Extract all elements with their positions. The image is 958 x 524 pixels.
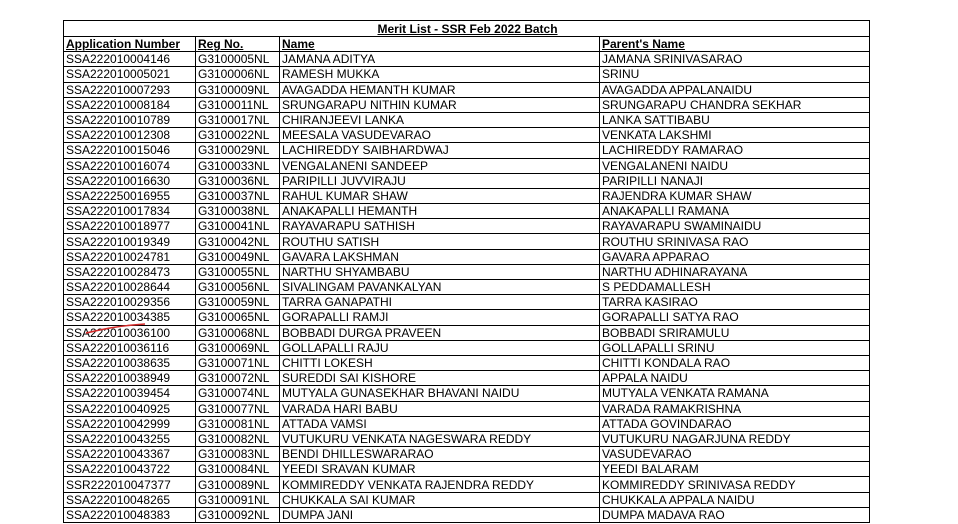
table-row — [64, 401, 870, 416]
cell-name: BENDI DHILLESWARARAO — [280, 447, 600, 462]
cell-reg-no: G3100006NL — [196, 67, 280, 82]
cell-reg-no: G3100068NL — [196, 325, 280, 340]
table-row — [64, 371, 870, 386]
cell-application-number: SSA222010043722 — [64, 462, 196, 477]
table-row — [64, 462, 870, 477]
cell-reg-no: G3100041NL — [196, 219, 280, 234]
cell-parents-name: BOBBADI SRIRAMULU — [600, 325, 870, 340]
table-row — [64, 264, 870, 279]
table-row — [64, 310, 870, 325]
cell-name: KOMMIREDDY VENKATA RAJENDRA REDDY — [280, 477, 600, 492]
table-row — [64, 431, 870, 446]
cell-application-number: SSA222010043255 — [64, 431, 196, 446]
table-row — [64, 82, 870, 97]
cell-parents-name: JAMANA SRINIVASARAO — [600, 52, 870, 67]
table-row — [64, 355, 870, 370]
table-row — [64, 204, 870, 219]
cell-reg-no: G3100092NL — [196, 507, 280, 522]
cell-name: JAMANA ADITYA — [280, 52, 600, 67]
cell-reg-no: G3100083NL — [196, 447, 280, 462]
header-parents-name: Parent's Name — [600, 37, 870, 52]
cell-reg-no: G3100091NL — [196, 492, 280, 507]
cell-parents-name: YEEDI BALARAM — [600, 462, 870, 477]
cell-name: YEEDI SRAVAN KUMAR — [280, 462, 600, 477]
header-reg-no: Reg No. — [196, 37, 280, 52]
cell-parents-name: SRUNGARAPU CHANDRA SEKHAR — [600, 97, 870, 112]
cell-reg-no: G3100029NL — [196, 143, 280, 158]
cell-application-number: SSA222010015046 — [64, 143, 196, 158]
cell-reg-no: G3100077NL — [196, 401, 280, 416]
cell-parents-name: VUTUKURU NAGARJUNA REDDY — [600, 431, 870, 446]
cell-name: LACHIREDDY SAIBHARDWAJ — [280, 143, 600, 158]
cell-parents-name: CHUKKALA APPALA NAIDU — [600, 492, 870, 507]
cell-parents-name: GAVARA APPARAO — [600, 249, 870, 264]
cell-name: GOLLAPALLI RAJU — [280, 340, 600, 355]
table-row — [64, 128, 870, 143]
table-row — [64, 112, 870, 127]
cell-reg-no: G3100011NL — [196, 97, 280, 112]
cell-name: TARRA GANAPATHI — [280, 295, 600, 310]
cell-application-number: SSA222010004146 — [64, 52, 196, 67]
cell-application-number: SSA222010024781 — [64, 249, 196, 264]
cell-application-number: SSA222010012308 — [64, 128, 196, 143]
cell-name: SIVALINGAM PAVANKALYAN — [280, 280, 600, 295]
cell-reg-no: G3100089NL — [196, 477, 280, 492]
cell-reg-no: G3100038NL — [196, 204, 280, 219]
cell-application-number: SSA222010048383 — [64, 507, 196, 522]
cell-reg-no: G3100069NL — [196, 340, 280, 355]
cell-name: ANAKAPALLI HEMANTH — [280, 204, 600, 219]
table-row — [64, 492, 870, 507]
cell-parents-name: VARADA RAMAKRISHNA — [600, 401, 870, 416]
cell-reg-no: G3100059NL — [196, 295, 280, 310]
cell-application-number: SSA222010007293 — [64, 82, 196, 97]
cell-application-number: SSA222010019349 — [64, 234, 196, 249]
cell-reg-no: G3100072NL — [196, 371, 280, 386]
cell-parents-name: LACHIREDDY RAMARAO — [600, 143, 870, 158]
cell-application-number: SSA222010005021 — [64, 67, 196, 82]
table-row — [64, 386, 870, 401]
cell-name: NARTHU SHYAMBABU — [280, 264, 600, 279]
cell-parents-name: ANAKAPALLI RAMANA — [600, 204, 870, 219]
cell-application-number: SSA222010028473 — [64, 264, 196, 279]
cell-reg-no: G3100071NL — [196, 355, 280, 370]
cell-application-number: SSA222010043367 — [64, 447, 196, 462]
cell-name: CHITTI LOKESH — [280, 355, 600, 370]
cell-parents-name: KOMMIREDDY SRINIVASA REDDY — [600, 477, 870, 492]
cell-name: GAVARA LAKSHMAN — [280, 249, 600, 264]
cell-name: VUTUKURU VENKATA NAGESWARA REDDY — [280, 431, 600, 446]
cell-parents-name: DUMPA MADAVA RAO — [600, 507, 870, 522]
cell-parents-name: PARIPILLI NANAJI — [600, 173, 870, 188]
table-row — [64, 477, 870, 492]
table-row — [64, 188, 870, 203]
cell-parents-name: GOLLAPALLI SRINU — [600, 340, 870, 355]
cell-parents-name: SRINU — [600, 67, 870, 82]
cell-parents-name: VASUDEVARAO — [600, 447, 870, 462]
cell-parents-name: GORAPALLI SATYA RAO — [600, 310, 870, 325]
cell-name: RAMESH MUKKA — [280, 67, 600, 82]
table-row — [64, 249, 870, 264]
cell-parents-name: LANKA SATTIBABU — [600, 112, 870, 127]
cell-application-number: SSA222010028644 — [64, 280, 196, 295]
table-row — [64, 447, 870, 462]
header-application-number: Application Number — [64, 37, 196, 52]
cell-parents-name: ROUTHU SRINIVASA RAO — [600, 234, 870, 249]
cell-parents-name: ATTADA GOVINDARAO — [600, 416, 870, 431]
table-row — [64, 234, 870, 249]
cell-reg-no: G3100049NL — [196, 249, 280, 264]
table-row — [64, 325, 870, 340]
cell-reg-no: G3100009NL — [196, 82, 280, 97]
cell-application-number: SSR222010047377 — [64, 477, 196, 492]
cell-reg-no: G3100065NL — [196, 310, 280, 325]
cell-parents-name: RAJENDRA KUMAR SHAW — [600, 188, 870, 203]
merit-list-table — [63, 20, 870, 523]
cell-name: VENGALANENI SANDEEP — [280, 158, 600, 173]
cell-parents-name: S PEDDAMALLESH — [600, 280, 870, 295]
header-row — [64, 37, 870, 52]
cell-name: CHUKKALA SAI KUMAR — [280, 492, 600, 507]
cell-reg-no: G3100036NL — [196, 173, 280, 188]
cell-name: DUMPA JANI — [280, 507, 600, 522]
cell-parents-name: NARTHU ADHINARAYANA — [600, 264, 870, 279]
table-row — [64, 158, 870, 173]
table-row — [64, 280, 870, 295]
table-row — [64, 97, 870, 112]
table-row — [64, 340, 870, 355]
table-row — [64, 67, 870, 82]
cell-reg-no: G3100082NL — [196, 431, 280, 446]
table-row — [64, 143, 870, 158]
cell-reg-no: G3100056NL — [196, 280, 280, 295]
cell-name: VARADA HARI BABU — [280, 401, 600, 416]
cell-name: ATTADA VAMSI — [280, 416, 600, 431]
cell-reg-no: G3100033NL — [196, 158, 280, 173]
cell-application-number: SSA222250016955 — [64, 188, 196, 203]
cell-application-number: SSA222010040925 — [64, 401, 196, 416]
cell-reg-no: G3100005NL — [196, 52, 280, 67]
cell-application-number: SSA222010010789 — [64, 112, 196, 127]
cell-application-number: SSA222010034385 — [64, 310, 196, 325]
cell-parents-name: APPALA NAIDU — [600, 371, 870, 386]
cell-parents-name: VENGALANENI NAIDU — [600, 158, 870, 173]
cell-application-number: SSA222010018977 — [64, 219, 196, 234]
cell-name: AVAGADDA HEMANTH KUMAR — [280, 82, 600, 97]
cell-parents-name: RAYAVARAPU SWAMINAIDU — [600, 219, 870, 234]
title-row — [64, 21, 870, 37]
cell-application-number: SSA222010036100 — [64, 325, 196, 340]
cell-name: MUTYALA GUNASEKHAR BHAVANI NAIDU — [280, 386, 600, 401]
table-row — [64, 173, 870, 188]
cell-name: RAYAVARAPU SATHISH — [280, 219, 600, 234]
cell-application-number: SSA222010036116 — [64, 340, 196, 355]
cell-application-number: SSA222010016630 — [64, 173, 196, 188]
cell-name: MEESALA VASUDEVARAO — [280, 128, 600, 143]
cell-name: PARIPILLI JUVVIRAJU — [280, 173, 600, 188]
page-title: Merit List - SSR Feb 2022 Batch — [64, 21, 870, 37]
header-name: Name — [280, 37, 600, 52]
cell-name: CHIRANJEEVI LANKA — [280, 112, 600, 127]
cell-parents-name: TARRA KASIRAO — [600, 295, 870, 310]
cell-application-number: SSA222010017834 — [64, 204, 196, 219]
cell-reg-no: G3100037NL — [196, 188, 280, 203]
cell-parents-name: AVAGADDA APPALANAIDU — [600, 82, 870, 97]
cell-name: SRUNGARAPU NITHIN KUMAR — [280, 97, 600, 112]
cell-reg-no: G3100022NL — [196, 128, 280, 143]
cell-application-number: SSA222010038635 — [64, 355, 196, 370]
cell-reg-no: G3100081NL — [196, 416, 280, 431]
cell-parents-name: CHITTI KONDALA RAO — [600, 355, 870, 370]
cell-parents-name: VENKATA LAKSHMI — [600, 128, 870, 143]
cell-reg-no: G3100055NL — [196, 264, 280, 279]
cell-application-number: SSA222010008184 — [64, 97, 196, 112]
cell-name: ROUTHU SATISH — [280, 234, 600, 249]
cell-application-number: SSA222010016074 — [64, 158, 196, 173]
cell-application-number: SSA222010039454 — [64, 386, 196, 401]
table-row — [64, 219, 870, 234]
cell-name: RAHUL KUMAR SHAW — [280, 188, 600, 203]
table-row — [64, 416, 870, 431]
merit-list-sheet — [63, 20, 869, 523]
cell-application-number: SSA222010048265 — [64, 492, 196, 507]
cell-reg-no: G3100074NL — [196, 386, 280, 401]
cell-reg-no: G3100017NL — [196, 112, 280, 127]
table-row — [64, 295, 870, 310]
cell-application-number: SSA222010029356 — [64, 295, 196, 310]
cell-reg-no: G3100084NL — [196, 462, 280, 477]
cell-name: BOBBADI DURGA PRAVEEN — [280, 325, 600, 340]
table-row — [64, 52, 870, 67]
table-row — [64, 507, 870, 522]
cell-name: GORAPALLI RAMJI — [280, 310, 600, 325]
cell-parents-name: MUTYALA VENKATA RAMANA — [600, 386, 870, 401]
cell-application-number: SSA222010038949 — [64, 371, 196, 386]
cell-application-number: SSA222010042999 — [64, 416, 196, 431]
cell-name: SUREDDI SAI KISHORE — [280, 371, 600, 386]
cell-reg-no: G3100042NL — [196, 234, 280, 249]
